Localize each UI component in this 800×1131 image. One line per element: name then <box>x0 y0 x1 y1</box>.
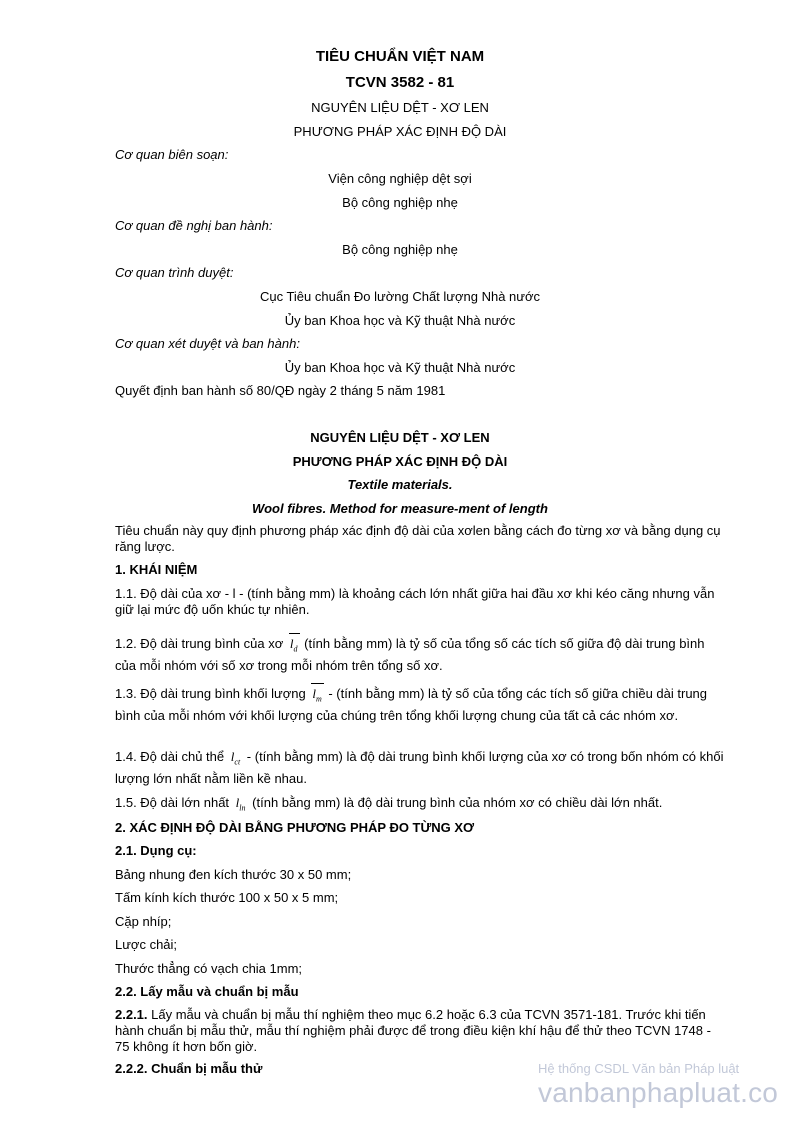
definition-1-3-body: - (tính bằng mm) là tỷ số của tổng các tích số giữa chiều dài trung bình của mỗi nhóm với khối lượng của chúng trên tổng khối lượng chung của tất cả các nhóm xơ. <box>115 686 708 723</box>
compiler-1: Viện công nghiệp dệt sợi <box>328 171 472 186</box>
doc-title-method: PHƯƠNG PHÁP XÁC ĐỊNH ĐỘ DÀI <box>292 454 508 469</box>
standard-method: PHƯƠNG PHÁP XÁC ĐỊNH ĐỘ DÀI <box>293 124 507 139</box>
submitter-label: Cơ quan trình duyệt: <box>115 265 234 280</box>
watermark-site: vanbanphapluat.co <box>538 1077 779 1108</box>
standard-name: TIÊU CHUẨN VIỆT NAM <box>315 48 485 65</box>
definition-1-2-body: (tính bằng mm) là tỷ số của tổng số các tích số giữa độ dài trung bình của mỗi nhóm với số xơ trong mỗi nhóm trên tổng số xơ. <box>115 636 705 673</box>
submitter-2: Ủy ban Khoa học và Kỹ thuật Nhà nước <box>284 313 516 328</box>
definition-1-5 <box>115 795 725 817</box>
section-2-1-heading: 2.1. Dụng cụ: <box>115 843 197 858</box>
clause-2-2-1-text: Lấy mẫu và chuẩn bị mẫu thí nghiệm theo mục 6.2 hoặc 6.3 của TCVN 3571-181. Trước khi tiến hành chuẩn bị mẫu thử, mẫu thí nghiệm phải được để trong điều kiện khí hậu để thử theo TCVN 1748 - 75 không ít hơn bốn giờ. <box>115 1007 711 1054</box>
intro-paragraph: Tiêu chuẩn này quy định phương pháp xác định độ dài của xơlen bằng cách đo từng xơ và bằng dụng cụ răng lược. <box>115 523 721 554</box>
proposer-1: Bộ công nghiệp nhẹ <box>342 242 458 257</box>
standard-subject: NGUYÊN LIỆU DỆT - XƠ LEN <box>311 100 489 115</box>
tool-item: Cặp nhíp; <box>115 914 172 929</box>
compiler-label: Cơ quan biên soạn: <box>115 147 229 162</box>
proposer-label: Cơ quan đề nghị ban hành: <box>115 218 273 233</box>
definition-1-3-lead: 1.3. Độ dài trung bình khối lượng <box>115 686 306 701</box>
tool-item: Tấm kính kích thước 100 x 50 x 5 mm; <box>115 890 339 905</box>
definition-1-3 <box>115 686 725 724</box>
approver-1: Ủy ban Khoa học và Kỹ thuật Nhà nước <box>284 360 516 375</box>
section-1-heading: 1. KHÁI NIỆM <box>115 562 198 577</box>
tool-item: Bảng nhung đen kích thước 30 x 50 mm; <box>115 867 352 882</box>
doc-title-en-2: Wool fibres. Method for measure-ment of length <box>252 501 548 516</box>
tool-item: Lược chải; <box>115 937 178 952</box>
max-length-symbol: $l_{ln}$ <box>235 795 246 813</box>
compiler-2: Bộ công nghiệp nhẹ <box>342 195 458 210</box>
clause-2-2-1-number: 2.2.1. <box>115 1007 148 1022</box>
section-2-2-heading: 2.2. Lấy mẫu và chuẩn bị mẫu <box>115 984 299 999</box>
staple-length-symbol: $l_{ct}$ <box>230 749 241 767</box>
section-2-heading: 2. XÁC ĐỊNH ĐỘ DÀI BẰNG PHƯƠNG PHÁP ĐO TỪNG XƠ <box>115 820 475 835</box>
approver-label: Cơ quan xét duyệt và ban hành: <box>115 336 300 351</box>
definition-1-2 <box>115 636 725 674</box>
mass-mean-length-symbol: $l_m$ <box>312 686 321 708</box>
submitter-1: Cục Tiêu chuẩn Đo lường Chất lượng Nhà nước <box>259 289 541 304</box>
standard-code: TCVN 3582 - 81 <box>345 74 455 91</box>
doc-title-en-1: Textile materials. <box>347 477 453 492</box>
tool-item: Thước thẳng có vạch chia 1mm; <box>115 961 303 976</box>
clause-2-2-1 <box>115 1007 725 1055</box>
definition-1-4-lead: 1.4. Độ dài chủ thể <box>115 749 225 764</box>
definition-1-1: 1.1. Độ dài của xơ - l - (tính bằng mm) là khoảng cách lớn nhất giữa hai đầu xơ khi kéo căng nhưng vẫn giữ lại mức độ uốn khúc tự nhiên. <box>115 586 715 617</box>
definition-1-5-body: (tính bằng mm) là độ dài trung bình của nhóm xơ có chiều dài lớn nhất. <box>252 795 663 810</box>
doc-title-subject: NGUYÊN LIỆU DỆT - XƠ LEN <box>310 430 490 445</box>
watermark-caption: Hệ thống CSDL Văn bản Pháp luật <box>538 1061 740 1076</box>
definition-1-5-lead: 1.5. Độ dài lớn nhất <box>115 795 230 810</box>
definition-1-4 <box>115 749 725 787</box>
definition-1-2-lead: 1.2. Độ dài trung bình của xơ <box>115 636 284 651</box>
decision-line: Quyết định ban hành số 80/QĐ ngày 2 tháng 5 năm 1981 <box>115 383 446 398</box>
section-2-2-2-heading: 2.2.2. Chuẩn bị mẫu thử <box>115 1061 263 1076</box>
definition-1-4-body: - (tính bằng mm) là độ dài trung bình khối lượng của xơ có trong bốn nhóm có khối lượng lớn nhất nằm liền kề nhau. <box>115 749 724 786</box>
mean-length-symbol: $l_d$ <box>290 636 298 658</box>
